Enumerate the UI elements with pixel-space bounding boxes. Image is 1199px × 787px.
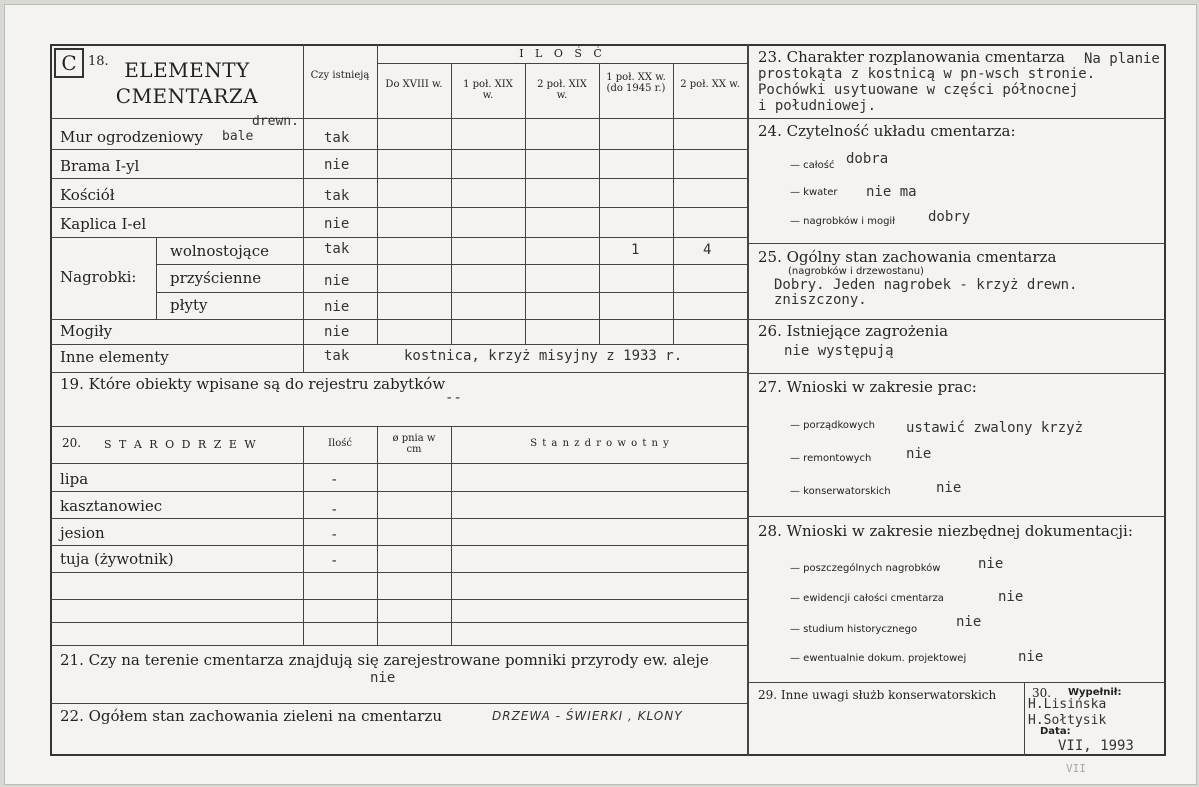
header-col-xviii: Do XVIII w.	[385, 79, 443, 90]
section-19-value: --	[445, 390, 462, 406]
section-25-label: 25. Ogólny stan zachowania cmentarza	[758, 248, 1057, 266]
section-19-label: 19. Które obiekty wpisane są do rejestru zabytków	[60, 375, 446, 393]
row-nagrobki-label: Nagrobki:	[60, 268, 137, 286]
section-30-number: 30.	[1032, 686, 1052, 700]
section-28-a-value: nie	[978, 556, 1004, 572]
tree-count: -	[330, 472, 339, 488]
section-27-kons-label: — konserwatorskich	[790, 486, 891, 497]
row-plyty-value: nie	[324, 299, 350, 315]
section-28-b-value: nie	[998, 589, 1024, 605]
section-24-kwater-label: — kwater	[790, 187, 838, 198]
section-20-number: 20.	[62, 436, 82, 450]
section-24-calosc-label: — całość	[790, 160, 835, 171]
row-brama-label: Brama I-yl	[60, 157, 140, 175]
row-inne-value: tak	[324, 348, 350, 364]
section-28-d-label: — ewentualnie dokum. projektowej	[790, 653, 967, 664]
row-wolnostojace-2pol-xx: 4	[703, 242, 712, 258]
section-23-line4: i południowej.	[758, 98, 877, 114]
form-frame	[50, 44, 1166, 756]
row-mur-value: tak	[324, 130, 350, 146]
section-30-date-value: VII, 1993	[1058, 738, 1134, 754]
section-25-sub: (nagrobków i drzewostanu)	[788, 266, 924, 277]
row-wolnostojace-1pol-xx: 1	[631, 242, 640, 258]
section-20-title: S T A R O D R Z E W	[104, 438, 258, 451]
section-28-a-label: — poszczególnych nagrobków	[790, 563, 941, 574]
row-kaplica-label: Kaplica I-el	[60, 215, 147, 233]
section-18-number: 18.	[88, 54, 109, 69]
section-27-porz-value: ustawić zwalony krzyż	[906, 420, 1084, 436]
section-28-label: 28. Wnioski w zakresie niezbędnej dokumentacji:	[758, 522, 1133, 540]
section-23-label: 23. Charakter rozplanowania cmentarza	[758, 48, 1065, 66]
row-przyscienne-value: nie	[324, 273, 350, 289]
row-wolnostojace-value: tak	[324, 241, 350, 257]
section-26-value: nie występują	[784, 343, 894, 359]
section-23-line2: prostokąta z kostnicą w pn-wsch stronie.	[758, 66, 1096, 82]
section-26-label: 26. Istniejące zagrożenia	[758, 322, 949, 340]
section-27-rem-value: nie	[906, 446, 932, 462]
section-18-title-line1: ELEMENTY	[124, 58, 250, 82]
header-col-2pol-xix: 2 poł. XIX w.	[537, 79, 587, 101]
row-inne-label: Inne elementy	[60, 348, 169, 366]
section-30-data-label: Data:	[1040, 726, 1071, 737]
row-mur-label: Mur ogrodzeniowy	[60, 128, 203, 146]
section-23-line3: Pochówki usytuowane w części północnej	[758, 82, 1079, 98]
row-plyty-label: płyty	[170, 296, 208, 314]
row-inne-description: kostnica, krzyż misyjny z 1933 r.	[404, 348, 683, 364]
tree-name: lipa	[60, 470, 89, 488]
row-wolnostojace-label: wolnostojące	[170, 242, 269, 260]
section-27-porz-label: — porządkowych	[790, 420, 875, 431]
tree-count: -	[330, 527, 339, 543]
section-28-b-label: — ewidencji całości cmentarza	[790, 593, 944, 604]
section-24-calosc-value: dobra	[846, 151, 889, 167]
section-22-label: 22. Ogółem stan zachowania zieleni na cmentarzu	[60, 707, 442, 725]
header-tree-ilosc: Ilość	[328, 438, 352, 449]
section-28-c-label: — studium historycznego	[790, 624, 918, 635]
section-25-line1: Dobry. Jeden nagrobek - krzyż drewn.	[774, 277, 1078, 293]
section-30-faint-mark: VII	[1066, 762, 1086, 775]
header-col-1pol-xix: 1 poł. XIX w.	[463, 79, 513, 101]
section-24-kwater-value: nie ma	[866, 184, 917, 200]
section-24-nagrobkow-label: — nagrobków i mogił	[790, 216, 896, 227]
section-27-kons-value: nie	[936, 480, 962, 496]
tree-name: tuja (żywotnik)	[60, 550, 174, 568]
section-24-nagrobkow-value: dobry	[928, 209, 971, 225]
row-mogily-label: Mogiły	[60, 322, 113, 340]
section-28-c-value: nie	[956, 614, 982, 630]
row-przyscienne-label: przyścienne	[170, 269, 262, 287]
section-24-label: 24. Czytelność układu cmentarza:	[758, 122, 1016, 140]
section-27-rem-label: — remontowych	[790, 453, 872, 464]
section-25-line2: zniszczony.	[774, 292, 867, 308]
section-27-label: 27. Wnioski w zakresie prac:	[758, 378, 977, 396]
section-28-d-value: nie	[1018, 649, 1044, 665]
header-col-2pol-xx: 2 poł. XX w.	[680, 79, 740, 90]
header-tree-pnia: ø pnia w cm	[392, 433, 436, 455]
row-mogily-value: nie	[324, 324, 350, 340]
header-col-1pol-xx: 1 poł. XX w. (do 1945 r.)	[606, 72, 666, 94]
section-21-value: nie	[370, 670, 396, 686]
row-mur-note2: bale	[222, 129, 254, 144]
row-kosciol-value: tak	[324, 188, 350, 204]
row-kosciol-label: Kościół	[60, 186, 115, 204]
tree-name: kasztanowiec	[60, 497, 163, 515]
section-23-line1: Na planie	[1084, 51, 1160, 67]
header-tree-stan: S t a n z d r o w o t n y	[530, 438, 670, 449]
section-29-label: 29. Inne uwagi służb konserwatorskich	[758, 688, 997, 702]
section-22-value: DRZEWA - ŚWIERKI , KLONY	[492, 709, 683, 723]
header-czy-istnieja: Czy istnieją	[310, 70, 370, 81]
section-30-wypelnil-label: Wypełnił:	[1068, 687, 1122, 698]
section-21-label: 21. Czy na terenie cmentarza znajdują się zarejestrowane pomniki przyrody ew. aleje	[60, 651, 709, 669]
tree-count: -	[330, 502, 339, 518]
row-brama-value: nie	[324, 157, 350, 173]
tree-name: jesion	[60, 524, 105, 542]
section-30-name2: H.Sołtysik	[1028, 713, 1107, 728]
form-type-box: C	[54, 48, 84, 78]
section-18-title-line2: CMENTARZA	[115, 84, 259, 108]
row-kaplica-value: nie	[324, 216, 350, 232]
section-30-name1: H.Lisińska	[1028, 697, 1107, 712]
tree-count: -	[330, 553, 339, 569]
header-ilosc: I L O Ś Ć	[519, 47, 606, 60]
row-mur-note1: drewn.	[252, 114, 299, 129]
